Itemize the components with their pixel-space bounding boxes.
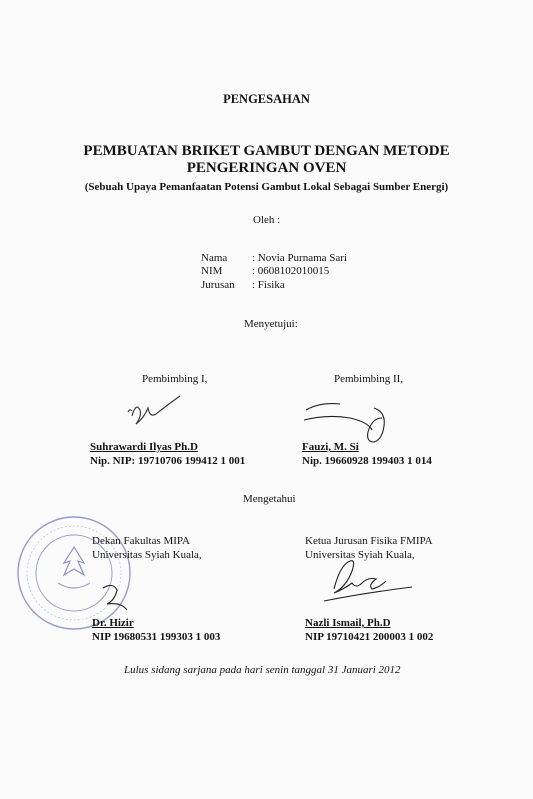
dean-nip: NIP 19680531 199303 1 003 [92, 631, 221, 643]
thesis-title-line-2: PENGERINGAN OVEN [186, 160, 347, 176]
head-dept-title-2: Universitas Syiah Kuala, [305, 549, 415, 561]
head-dept-name: Nazli Ismail, Ph.D [305, 617, 391, 629]
university-stamp [14, 513, 134, 633]
dept-label: Jurusan [201, 279, 235, 291]
nim-value: : 0608102010015 [252, 265, 330, 277]
advisor-2-signature [300, 398, 395, 446]
thesis-title-line-1: PEMBUATAN BRIKET GAMBUT DENGAN METODE [83, 143, 450, 159]
dean-title-1: Dekan Fakultas MIPA [92, 535, 190, 547]
head-dept-title-1: Ketua Jurusan Fisika FMIPA [305, 535, 433, 547]
nim-label: NIM [201, 265, 223, 277]
dean-signature [95, 580, 135, 612]
graduation-statement: Lulus sidang sarjana pada hari senin tanggal 31 Januari 2012 [124, 664, 401, 676]
page-heading: PENGESAHAN [223, 92, 310, 106]
advisor-2-role: Pembimbing II, [334, 373, 404, 385]
by-label: Oleh : [253, 214, 281, 226]
dean-name: Dr. Hizir [92, 617, 134, 629]
advisor-1-signature [118, 390, 198, 430]
advisor-2-nip: Nip. 19660928 199403 1 014 [302, 455, 432, 467]
head-dept-nip: NIP 19710421 200003 1 002 [305, 631, 434, 643]
advisor-1-role: Pembimbing I, [142, 373, 208, 385]
dept-value: : Fisika [252, 279, 285, 291]
thesis-subtitle: (Sebuah Upaya Pemanfaatan Potensi Gambut Lokal Sebagai Sumber Energi) [84, 181, 449, 193]
advisor-1-name: Suhrawardi Ilyas Ph.D [90, 441, 198, 453]
head-dept-signature [318, 553, 418, 608]
advisor-1-nip: Nip. NIP: 19710706 199412 1 001 [90, 455, 246, 467]
approved-label: Menyetujui: [244, 318, 298, 330]
dean-title-2: Universitas Syiah Kuala, [92, 549, 202, 561]
name-label: Nama [201, 252, 228, 264]
name-value: : Novia Purnama Sari [252, 252, 348, 264]
acknowledged-label: Mengetahui [243, 493, 296, 505]
advisor-2-name: Fauzi, M. Si [302, 441, 359, 453]
